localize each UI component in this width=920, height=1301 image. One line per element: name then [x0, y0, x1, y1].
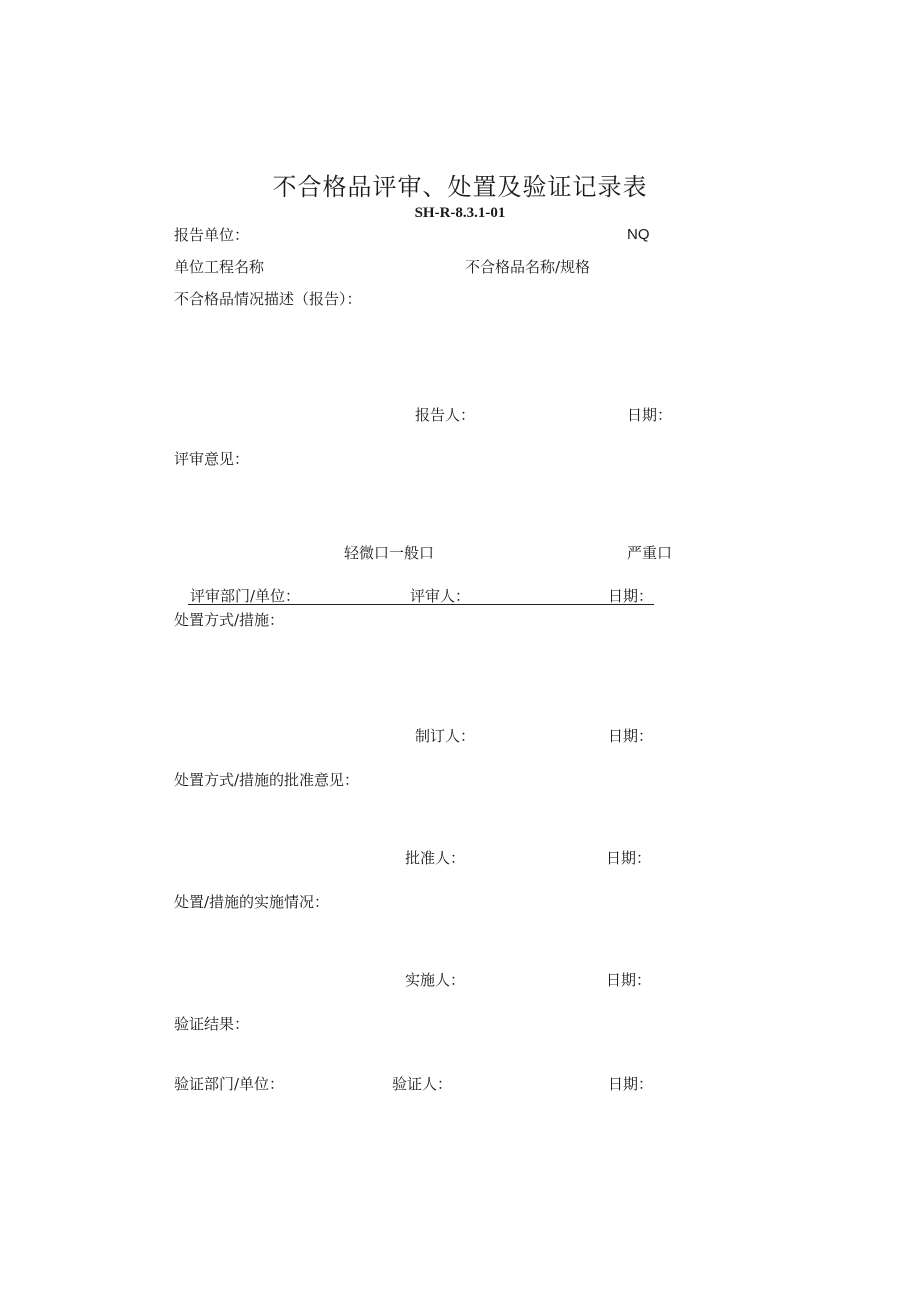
verifier-label: 验证人：	[392, 1075, 453, 1093]
reviewer-label: 评审人：	[410, 587, 471, 605]
verification-result-label: 验证结果：	[174, 1015, 250, 1033]
disposal-label: 处置方式/措施：	[174, 611, 285, 629]
report-unit-label: 报告单位：	[174, 226, 250, 244]
product-name-label: 不合格品名称/规格	[465, 258, 591, 276]
severity-minor-general: 轻微口一般口	[344, 544, 435, 562]
implementation-label: 处置/措施的实施情况：	[174, 893, 330, 911]
review-date-label: 日期：	[608, 587, 654, 605]
form-title: 不合格品评审、处置及验证记录表	[272, 173, 648, 201]
implementer-label: 实施人：	[405, 971, 466, 989]
maker-date-label: 日期：	[608, 727, 654, 745]
review-dept-label: 评审部门/单位：	[190, 587, 301, 605]
project-name-label: 单位工程名称	[174, 258, 265, 276]
review-signature-line	[188, 604, 654, 605]
implementation-date-label: 日期：	[606, 971, 652, 989]
report-date-label: 日期：	[627, 406, 673, 424]
approval-opinion-label: 处置方式/措施的批准意见：	[174, 771, 360, 789]
reporter-label: 报告人：	[415, 406, 476, 424]
form-code: SH-R-8.3.1-01	[414, 205, 506, 221]
description-label: 不合格品情况描述（报告）：	[174, 290, 362, 308]
approver-label: 批准人：	[405, 849, 466, 867]
maker-label: 制订人：	[415, 727, 476, 745]
nq-label: NQ	[627, 226, 650, 243]
review-opinion-label: 评审意见：	[174, 450, 250, 468]
verify-date-label: 日期：	[608, 1075, 654, 1093]
approval-date-label: 日期：	[606, 849, 652, 867]
verify-dept-label: 验证部门/单位：	[174, 1075, 285, 1093]
severity-serious: 严重口	[627, 544, 673, 562]
